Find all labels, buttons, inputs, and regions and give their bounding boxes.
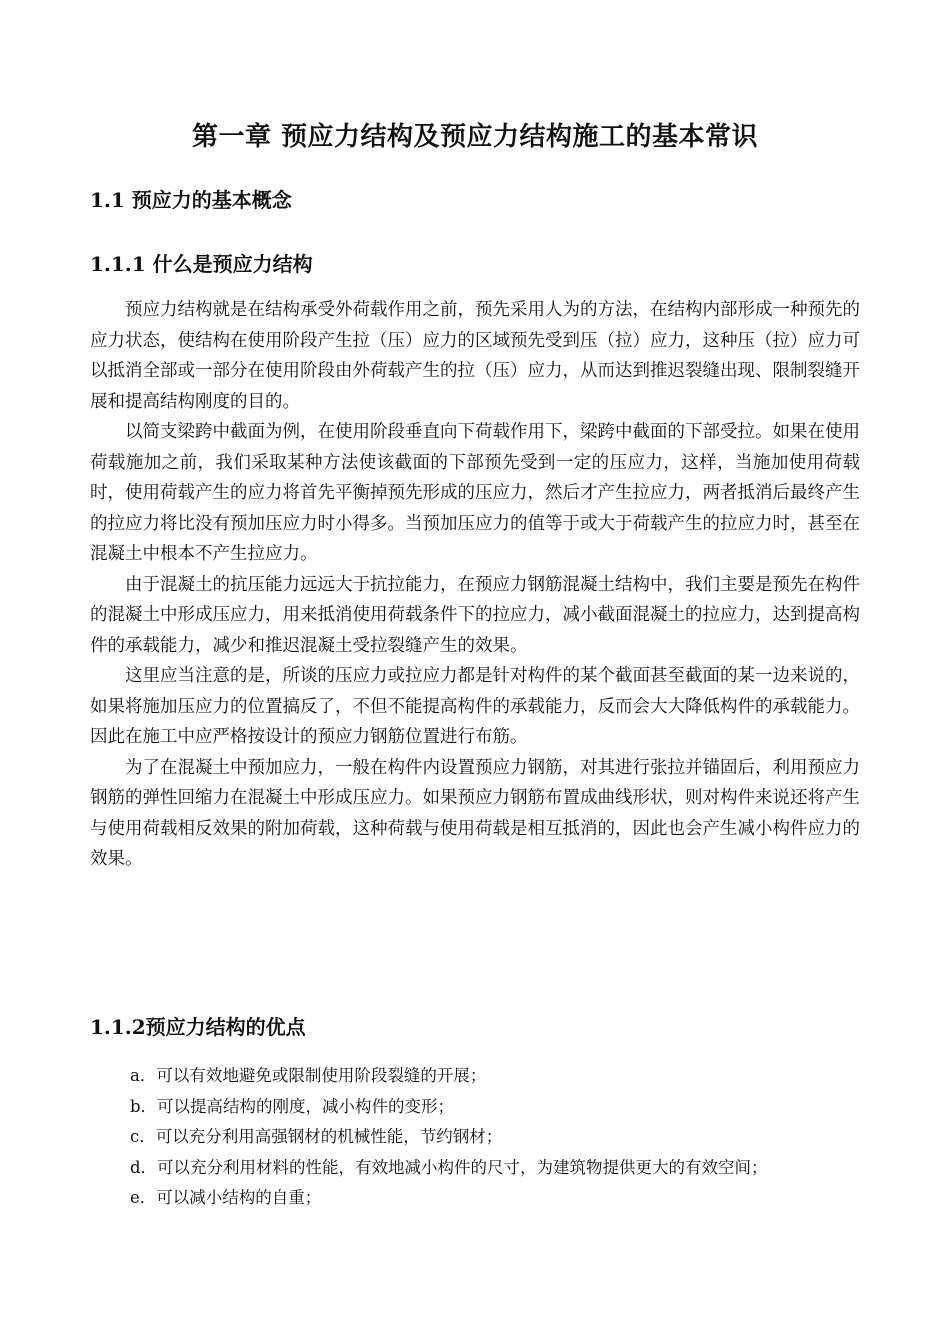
list-item: a．可以有效地避免或限制使用阶段裂缝的开展； [130, 1066, 487, 1085]
advantages-list [130, 1061, 870, 1214]
section-heading-1-1-1: 1.1.1 什么是预应力结构 [90, 252, 313, 276]
paragraph: 预应力结构就是在结构承受外荷载作用之前，预先采用人为的方法，在结构内部形成一种预先的应力状态，使结构在使用阶段产生拉（压）应力的区域预先受到压（拉）应力，这种压（拉）应力可以抵消全部或一部分在使用阶段由外荷载产生的拉（压）应力，从而达到推迟裂缝出现、限制裂缝开展和提高结构刚度的目的。 [90, 300, 860, 412]
paragraph: 为了在混凝土中预加应力，一般在构件内设置预应力钢筋，对其进行张拉并锚固后，利用预应力钢筋的弹性回缩力在混凝土中形成压应力。如果预应力钢筋布置成曲线形状，则对构件来说还将产生与使用荷载相反效果的附加荷载，这种荷载与使用荷载是相互抵消的，因此也会产生减小构件应力的效果。 [90, 757, 860, 869]
list-item: b．可以提高结构的刚度，减小构件的变形； [130, 1096, 455, 1116]
chapter-title: 第一章 预应力结构及预应力结构施工的基本常识 [191, 122, 759, 152]
section-heading-1-1: 1.1 预应力的基本概念 [90, 188, 292, 212]
paragraph: 以简支梁跨中截面为例，在使用阶段垂直向下荷载作用下，梁跨中截面的下部受拉。如果在使用荷载施加之前，我们采取某种方法使该截面的下部预先受到一定的压应力，这样，当施加使用荷载时，使用荷载产生的应力将首先平衡掉预先形成的压应力，然后才产生拉应力，两者抵消后最终产生的拉应力将比没有预加压应力时小得多。当预加压应力的值等于或大于荷载产生的拉应力时，甚至在混凝土中根本不产生拉应力。 [90, 422, 860, 564]
paragraph: 这里应当注意的是，所谈的压应力或拉应力都是针对构件的某个截面甚至截面的某一边来说的，如果将施加压应力的位置搞反了，不但不能提高构件的承载能力，反而会大大降低构件的承载能力。因此在施工中应严格按设计的预应力钢筋位置进行布筋。 [90, 666, 860, 747]
list-item: c．可以充分利用高强钢材的机械性能，节约钢材； [130, 1127, 503, 1146]
section-heading-1-1-2: 1.1.2预应力结构的优点 [90, 1015, 306, 1039]
body-text [90, 295, 860, 875]
list-item: d．可以充分利用材料的性能，有效地减小构件的尺寸，为建筑物提供更大的有效空间； [130, 1157, 768, 1177]
paragraph: 由于混凝土的抗压能力远远大于抗拉能力，在预应力钢筋混凝土结构中，我们主要是预先在构件的混凝土中形成压应力，用来抵消使用荷载条件下的拉应力，减小截面混凝土的拉应力，达到提高构件的承载能力，减少和推迟混凝土受拉裂缝产生的效果。 [90, 574, 860, 656]
list-item: e．可以减小结构的自重； [130, 1188, 322, 1207]
